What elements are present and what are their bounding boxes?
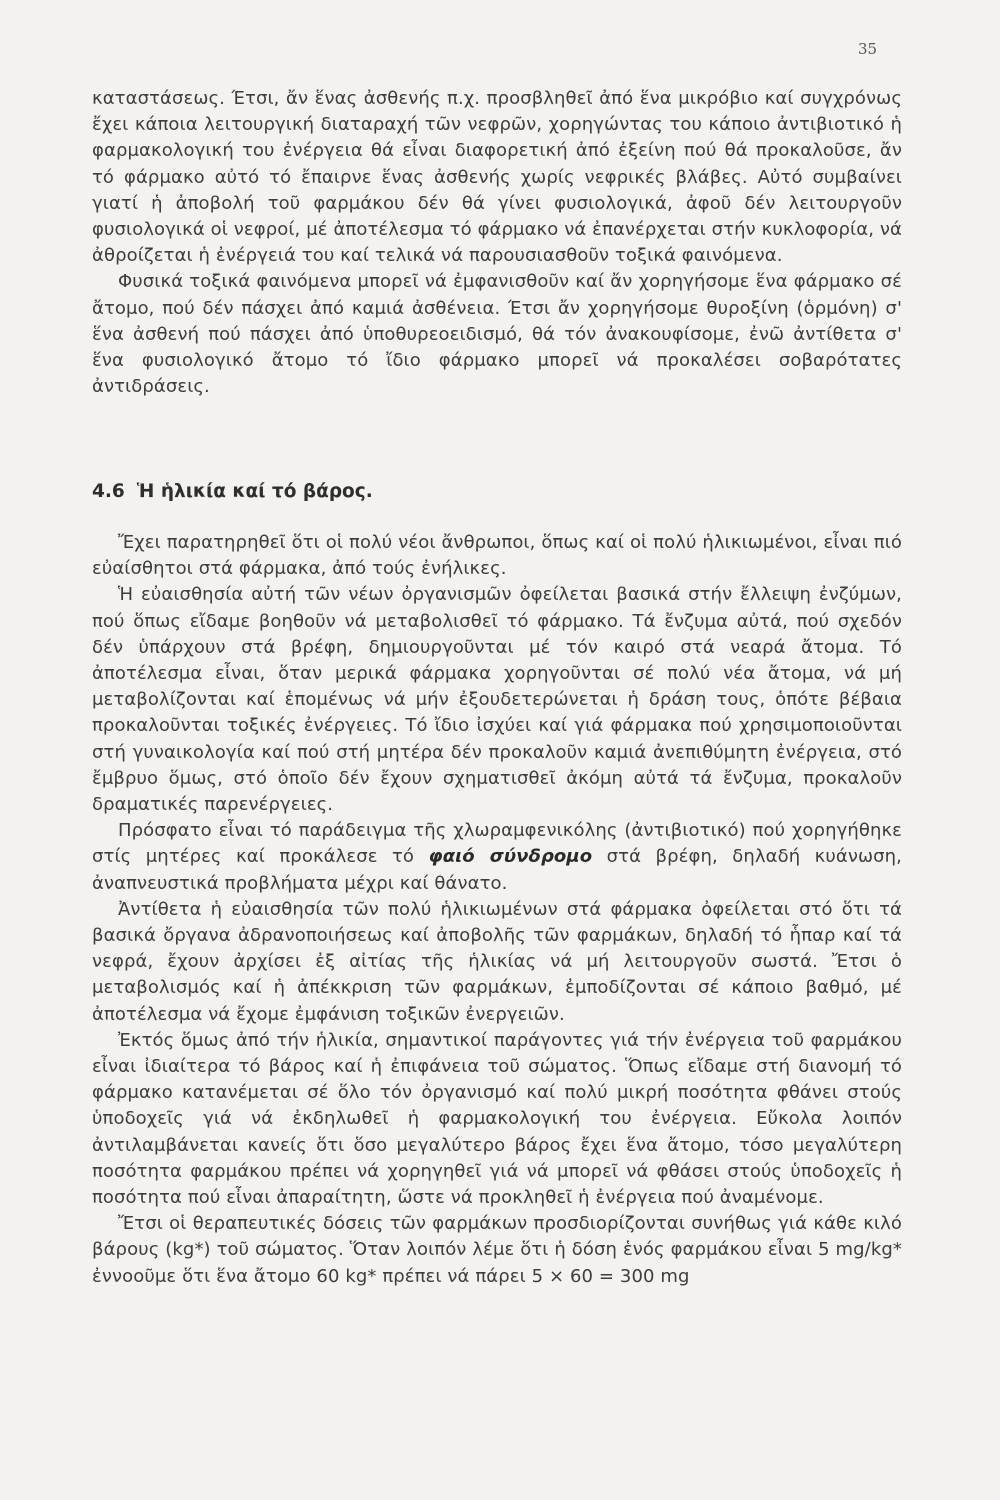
paragraph-sensitivity: Ἔχει παρατηρηθεῖ ὅτι οἱ πολύ νέοι ἄνθρωποι, ὅπως καί οἱ πολύ ἡλικιωμένοι, εἶναι πιό εὐαίσθητοι στά φάρμακα, ἀπό τούς ἐνήλικες. xyxy=(92,532,902,580)
text-block-top xyxy=(92,86,902,400)
text-block-section xyxy=(92,530,902,1290)
paragraph-dosage: Ἔτσι οἱ θεραπευτικές δόσεις τῶν φαρμάκων προσδιορίζονται συνήθως γιά κάθε κιλό βάρους (kg*) τοῦ σώματος. Ὅταν λοιπόν λέμε ὅτι ἡ δόση ἑνός φαρμάκου εἶναι 5 mg/kg* ἐννοοῦμε ὅτι ἕνα ἄτομο 60 kg* πρέπει νά πάρει 5 × 60 = 300 mg xyxy=(92,1213,902,1287)
paragraph-elderly: Ἀντίθετα ἡ εὐαισθησία τῶν πολύ ἡλικιωμένων στά φάρμακα ὀφείλεται στό ὅτι τά βασικά ὄργανα ἀδρανοποιήσεως καί ἀποβολῆς τῶν φαρμάκων, δηλαδή τό ἧπαρ καί τά νεφρά, ἔχουν ἀρχίσει ἐξ αἰτίας τῆς ἡλικίας νά μή λειτουργοῦν σωστά. Ἔτσι ὁ μεταβολισμός καί ἡ ἀπέκκριση τῶν φαρμάκων, ἐμποδίζονται σέ κάποιο βαθμό, μέ ἀποτέλεσμα νά ἔχομε ἐμφάνιση τοξικῶν ἐνεργειῶν. xyxy=(92,898,902,1025)
paragraph-continued: καταστάσεως. Έτσι, ἄν ἕνας ἀσθενής π.χ. προσβληθεῖ ἀπό ἕνα μικρόβιο καί συγχρόνως ἔχει κάποια λειτουργική διαταραχή τῶν νεφρῶν, χορηγώντας του κάποιο ἀντιβιοτικό ἡ φαρμακολογική του ἐνέργεια θά εἶναι διαφορετική ἀπό ἐξείνη πού θά προκαλοῦσε, ἄν τό φάρμακο αὐτό τό ἔπαιρνε ἕνας ἀσθενής χωρίς νεφρικές βλάβες. Αὐτό συμβαίνει γιατί ἡ ἀποβολή τοῦ φαρμάκου δέν θά γίνει φυσιολογικά, ἀφοῦ δέν λειτουργοῦν φυσιολογικά οἱ νεφροί, μέ ἀποτέλεσμα τό φάρμακο νά ἐπανέρχεται στήν κυκλοφορία, νά ἀθροίζεται ἡ ἐνέργειά του καί τελικά νά παρουσιασθοῦν τοξικά φαινόμενα. xyxy=(92,88,902,267)
paragraph-chloramphenicol xyxy=(92,818,902,897)
paragraph-toxic-effects: Φυσικά τοξικά φαινόμενα μπορεῖ νά ἐμφανισθοῦν καί ἄν χορηγήσομε ἕνα φάρμακο σέ ἄτομο, πού δέν πάσχει ἀπό καμιά ἀσθένεια. Έτσι ἄν χορηγήσομε θυροξίνη (ὁρμόνη) σ' ἕνα ἀσθενή πού πάσχει ἀπό ὑποθυρεοειδισμό, θά τόν ἀνακουφίσομε, ἐνῶ ἀντίθετα σ' ἕνα φυσιολογικό ἄτομο τό ἴδιο φάρμακο μπορεῖ νά προκαλέσει σοβαρότατες ἀντιδράσεις. xyxy=(92,271,902,398)
section-title: Ἡ ἡλικία καί τό βάρος. xyxy=(136,481,373,502)
paragraph-text: Πρόσφατο εἶναι τό παράδειγμα τῆς χλωραμφενικόλης (ἀντιβιοτικό) πού χορηγήθηκε στίς μητέρες καί προκάλεσε τό xyxy=(92,820,902,868)
emphasized-term: φαιό σύνδρομο xyxy=(428,846,593,868)
page-number: 35 xyxy=(858,40,878,58)
section-heading xyxy=(92,481,373,502)
paragraph-body-weight: Ἐκτός ὅμως ἀπό τήν ἡλικία, σημαντικοί παράγοντες γιά τήν ἐνέργεια τοῦ φαρμάκου εἶναι ἰδιαίτερα τό βάρος καί ἡ ἐπιφάνεια τοῦ σώματος. Ὅπως εἴδαμε στή διανομή τό φάρμακο κατανέμεται σέ ὅλο τόν ὀργανισμό καί πολύ μικρή ποσότητα φθάνει στούς ὑποδοχεῖς γιά νά ἐκδηλωθεῖ ἡ φαρμακολογική του ἐνέργεια. Εὔκολα λοιπόν ἀντιλαμβάνεται κανείς ὅτι ὅσο μεγαλύτερο βάρος ἔχει ἕνα ἄτομο, τόσο μεγαλύτερη ποσότητα φαρμάκου πρέπει νά χορηγηθεῖ γιά νά μπορεῖ νά φθάσει στούς ὑποδοχεῖς ἡ ποσότητα πού εἶναι ἀπαραίτητη, ὥστε νά προκληθεῖ ἡ ἐνέργεια πού ἀναμένομε. xyxy=(92,1029,902,1209)
section-number: 4.6 xyxy=(92,481,125,502)
paragraph-text: στά βρέφη, δηλαδή κυάνωση, ἀναπνευστικά προβλήματα μέχρι καί θάνατο. xyxy=(92,846,903,894)
paragraph-enzymes: Ἡ εὐαισθησία αὐτή τῶν νέων ὀργανισμῶν ὀφείλεται βασικά στήν ἔλλειψη ἐνζύμων, πού ὅπως εἴδαμε βοηθοῦν νά μεταβολισθεῖ τό φάρμακο. Τά ἔνζυμα αὐτά, πού σχεδόν δέν ὑπάρχουν στά βρέφη, δημιουργοῦνται μέ τόν καιρό στά νεαρά ἄτομα. Τό ἀποτέλεσμα εἶναι, ὅταν μερικά φάρμακα χορηγοῦνται σέ πολύ νέα ἄτομα, νά μή μεταβολίζονται καί ἑπομένως νά μήν ἐξουδετερώνεται ἡ δράση τους, ὁπότε βέβαια προκαλοῦνται τοξικές ἐνέργειες. Τό ἴδιο ἰσχύει καί γιά φάρμακα πού χρησιμοποιοῦνται στή γυναικολογία καί πού στή μητέρα δέν προκαλοῦν καμιά ἀνεπιθύμητη ἐνέργεια, στό ἔμβρυο ὅμως, στό ὁποῖο δέν ἔχουν σχηματισθεῖ ἀκόμη αὐτά τά ἔνζυμα, προκαλοῦν δραματικές παρενέργειες. xyxy=(92,584,902,816)
